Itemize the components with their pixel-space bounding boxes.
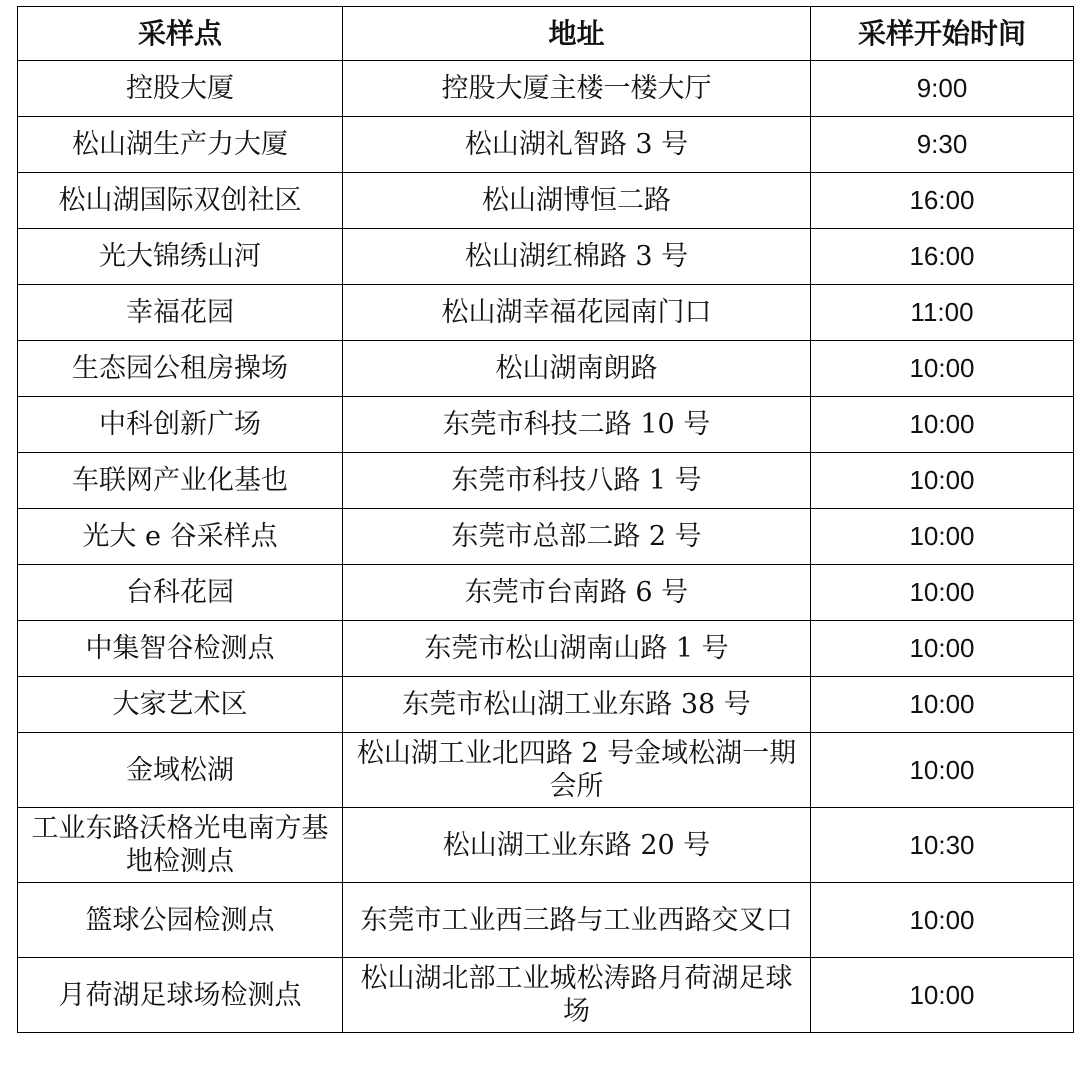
cell-time: 10:00 (811, 958, 1074, 1033)
cell-site: 控股大厦 (18, 61, 343, 117)
cell-address: 松山湖南朗路 (343, 341, 811, 397)
cell-site: 松山湖国际双创社区 (18, 173, 343, 229)
cell-address: 松山湖工业东路 20 号 (343, 808, 811, 883)
table-row (18, 61, 1074, 117)
cell-site: 松山湖生产力大厦 (18, 117, 343, 173)
cell-site: 光大锦绣山河 (18, 229, 343, 285)
cell-time: 16:00 (811, 229, 1074, 285)
cell-address: 东莞市台南路 6 号 (343, 565, 811, 621)
cell-address: 东莞市总部二路 2 号 (343, 509, 811, 565)
cell-site: 生态园公租房操场 (18, 341, 343, 397)
cell-address: 东莞市科技二路 10 号 (343, 397, 811, 453)
cell-site: 幸福花园 (18, 285, 343, 341)
header-address: 地址 (343, 7, 811, 61)
cell-time: 16:00 (811, 173, 1074, 229)
table-row (18, 509, 1074, 565)
table-row (18, 229, 1074, 285)
cell-address: 松山湖幸福花园南门口 (343, 285, 811, 341)
cell-address: 控股大厦主楼一楼大厅 (343, 61, 811, 117)
cell-time: 9:30 (811, 117, 1074, 173)
cell-time: 10:00 (811, 565, 1074, 621)
cell-time: 10:00 (811, 883, 1074, 958)
cell-site: 大家艺术区 (18, 677, 343, 733)
cell-time: 10:30 (811, 808, 1074, 883)
cell-address: 东莞市松山湖南山路 1 号 (343, 621, 811, 677)
cell-time: 10:00 (811, 509, 1074, 565)
sampling-sites-table (17, 6, 1074, 1033)
table-row (18, 397, 1074, 453)
table-row (18, 173, 1074, 229)
cell-address: 松山湖礼智路 3 号 (343, 117, 811, 173)
table-row (18, 677, 1074, 733)
table-row (18, 883, 1074, 958)
table-row (18, 453, 1074, 509)
cell-site: 工业东路沃格光电南方基地检测点 (18, 808, 343, 883)
cell-time: 11:00 (811, 285, 1074, 341)
cell-address: 松山湖博恒二路 (343, 173, 811, 229)
cell-site: 金域松湖 (18, 733, 343, 808)
cell-site: 篮球公园检测点 (18, 883, 343, 958)
cell-time: 10:00 (811, 733, 1074, 808)
table-header-row (18, 7, 1074, 61)
cell-address: 东莞市科技八路 1 号 (343, 453, 811, 509)
cell-address: 东莞市工业西三路与工业西路交叉口 (343, 883, 811, 958)
cell-address: 松山湖红棉路 3 号 (343, 229, 811, 285)
cell-site: 光大 e 谷采样点 (18, 509, 343, 565)
cell-time: 10:00 (811, 341, 1074, 397)
table-row (18, 621, 1074, 677)
table-row (18, 808, 1074, 883)
cell-address: 松山湖北部工业城松涛路月荷湖足球场 (343, 958, 811, 1033)
cell-time: 10:00 (811, 453, 1074, 509)
cell-time: 10:00 (811, 397, 1074, 453)
cell-site: 车联网产业化基也 (18, 453, 343, 509)
cell-site: 中集智谷检测点 (18, 621, 343, 677)
header-site: 采样点 (18, 7, 343, 61)
cell-address: 东莞市松山湖工业东路 38 号 (343, 677, 811, 733)
table-row (18, 341, 1074, 397)
cell-site: 台科花园 (18, 565, 343, 621)
sampling-sites-table-container (17, 6, 1074, 1033)
table-row (18, 958, 1074, 1033)
cell-time: 9:00 (811, 61, 1074, 117)
cell-site: 月荷湖足球场检测点 (18, 958, 343, 1033)
header-start-time: 采样开始时间 (811, 7, 1074, 61)
table-row (18, 565, 1074, 621)
table-row (18, 117, 1074, 173)
cell-time: 10:00 (811, 621, 1074, 677)
cell-time: 10:00 (811, 677, 1074, 733)
cell-site: 中科创新广场 (18, 397, 343, 453)
table-row (18, 733, 1074, 808)
cell-address: 松山湖工业北四路 2 号金域松湖一期会所 (343, 733, 811, 808)
table-row (18, 285, 1074, 341)
